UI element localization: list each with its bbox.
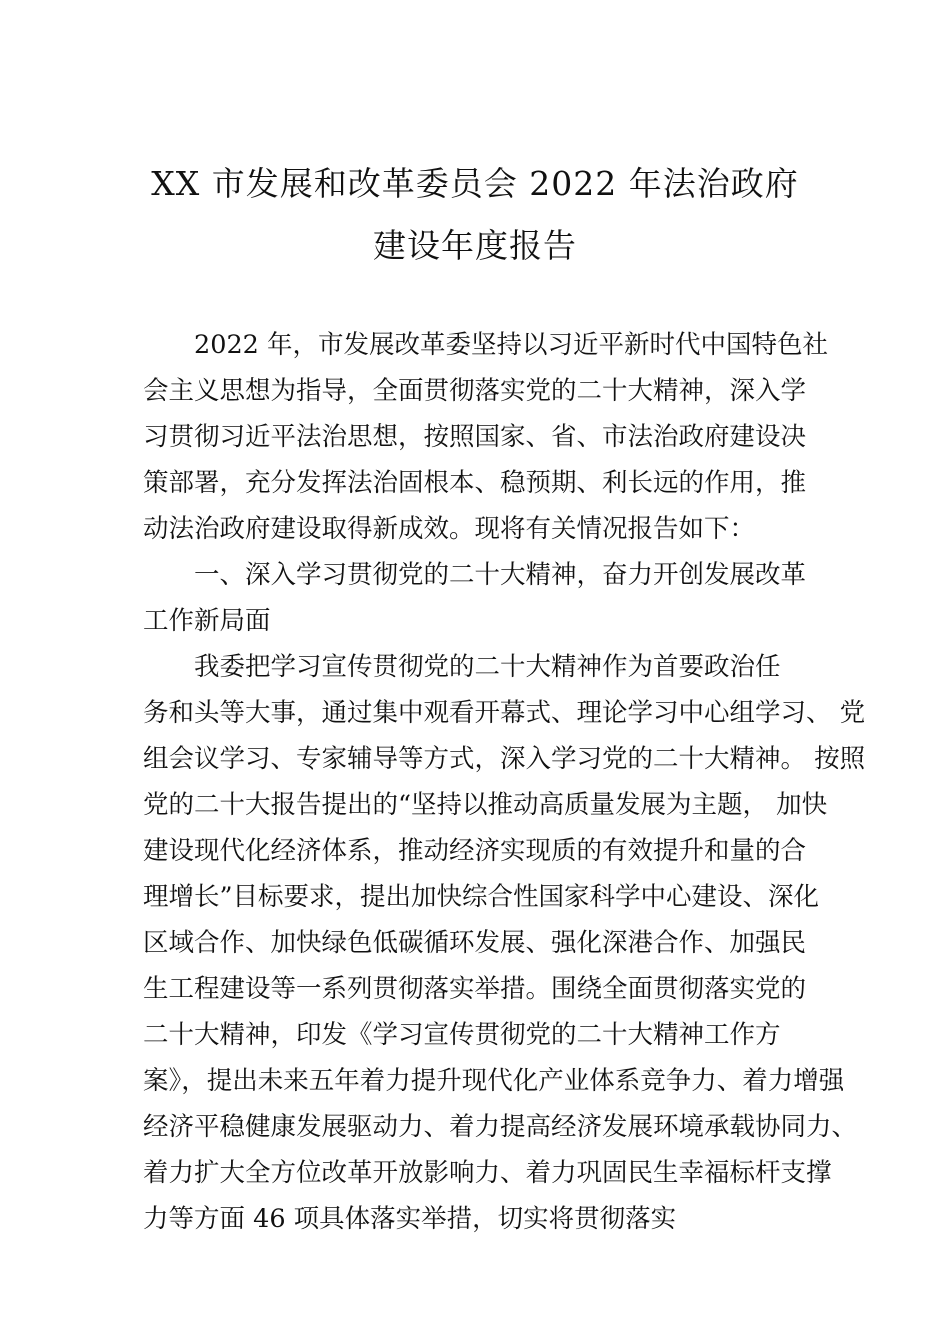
text-line: 经济平稳健康发展驱动力、着力提高经济发展环境承载协同力、	[143, 1112, 858, 1142]
text-line: 二十大精神，印发《学习宣传贯彻党的二十大精神工作方	[143, 1020, 781, 1050]
text-line: 案》，提出未来五年着力提升现代化产业体系竞争力、着力增强	[143, 1066, 845, 1096]
text-line: 会主义思想为指导，全面贯彻落实党的二十大精神，深入学	[143, 376, 807, 406]
section-heading	[143, 552, 823, 644]
text-line: 区域合作、加快绿色低碳循环发展、强化深港合作、加强民	[143, 928, 807, 958]
text-line: 生工程建设等一系列贯彻落实举措。围绕全面贯彻落实党的	[143, 974, 807, 1004]
document-title-line-2: 建设年度报告	[373, 226, 577, 265]
text-line: 组会议学习、专家辅导等方式，深入学习党的二十大精神。 按照	[143, 744, 866, 774]
heading-line: 一、深入学习贯彻党的二十大精神，奋力开创发展改革	[194, 560, 807, 590]
text-line: 理增长”目标要求，提出加快综合性国家科学中心建设、深化	[143, 882, 820, 912]
intro-paragraph	[143, 322, 829, 552]
section-paragraph	[143, 644, 866, 1242]
document-title-line-1: XX 市发展和改革委员会 2022 年法治政府	[151, 164, 799, 203]
text-line: 习贯彻习近平法治思想，按照国家、省、市法治政府建设决	[143, 422, 807, 452]
text-line: 力等方面 46 项具体落实举措，切实将贯彻落实	[143, 1204, 677, 1234]
text-line: 2022 年，市发展改革委坚持以习近平新时代中国特色社	[194, 330, 829, 360]
document-body	[143, 322, 866, 1242]
text-line: 我委把学习宣传贯彻党的二十大精神作为首要政治任	[194, 652, 781, 682]
text-line: 着力扩大全方位改革开放影响力、着力巩固民生幸福标杆支撑	[143, 1158, 832, 1188]
text-line: 动法治政府建设取得新成效。现将有关情况报告如下：	[143, 514, 756, 544]
text-line: 策部署，充分发挥法治固根本、稳预期、利长远的作用，推	[143, 468, 807, 498]
heading-line: 工作新局面	[143, 606, 271, 636]
text-line: 建设现代化经济体系，推动经济实现质的有效提升和量的合	[143, 836, 807, 866]
text-line: 党的二十大报告提出的“坚持以推动高质量发展为主题， 加快	[143, 790, 828, 820]
text-line: 务和头等大事，通过集中观看开幕式、理论学习中心组学习、 党	[143, 698, 866, 728]
